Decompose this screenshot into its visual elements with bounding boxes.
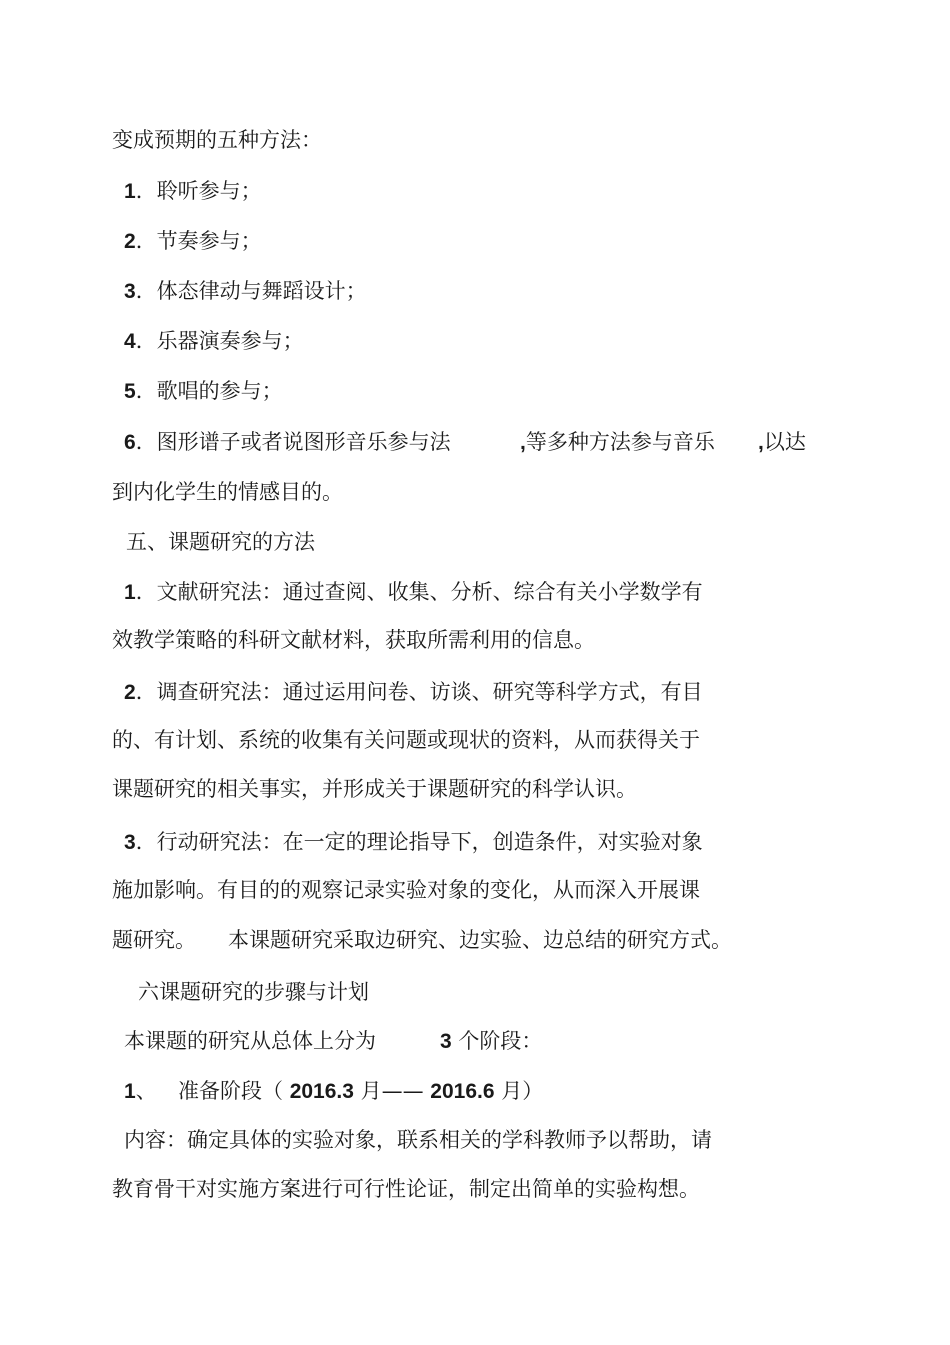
paragraph-text: 个阶段： bbox=[458, 1029, 543, 1053]
paragraph-text: 的、有计划、系统的收集有关问题或现状的资料，从而获得关于 bbox=[112, 728, 700, 752]
content-line bbox=[124, 1126, 712, 1154]
paragraph-line bbox=[112, 926, 196, 954]
method-text: 等多种方法参与音乐 bbox=[525, 430, 715, 454]
intro-line bbox=[112, 126, 322, 154]
comma-mark: , bbox=[520, 431, 526, 454]
paragraph-text: 施加影响。有目的的观察记录实验对象的变化，从而深入开展课 bbox=[112, 878, 700, 902]
method-text: ．聆听参与； bbox=[135, 179, 262, 203]
research-method-2 bbox=[124, 678, 703, 707]
method-6-part-c bbox=[758, 428, 806, 457]
intro-text: 变成预期的五种方法： bbox=[112, 128, 322, 152]
heading-text: 五、课题研究的方法 bbox=[126, 530, 315, 554]
method-text: ．行动研究法：在一定的理论指导下，创造条件，对实验对象 bbox=[135, 830, 703, 854]
stage-count: 3 bbox=[440, 1030, 452, 1053]
paragraph-text: 课题研究的相关事实，并形成关于课题研究的科学认识。 bbox=[112, 777, 637, 801]
method-item bbox=[124, 177, 262, 206]
method-item bbox=[124, 277, 367, 306]
stage-start-date: 2016.3 bbox=[289, 1080, 354, 1103]
stage-end-date: 2016.6 bbox=[430, 1080, 495, 1103]
paragraph-line bbox=[112, 876, 700, 904]
stage-close: 月） bbox=[501, 1079, 544, 1103]
paragraph-text: 内容：确定具体的实验对象，联系相关的学科教师予以帮助，请 bbox=[124, 1128, 712, 1152]
stage-label: 准备阶段（ bbox=[178, 1079, 283, 1103]
research-method-3 bbox=[124, 828, 703, 857]
section-heading-5 bbox=[126, 528, 315, 556]
stage-1-line bbox=[124, 1077, 157, 1106]
method-number: 1 bbox=[124, 581, 136, 604]
method-item bbox=[124, 377, 283, 406]
method-item bbox=[124, 327, 304, 356]
stages-count-line bbox=[440, 1027, 542, 1056]
method-text: ．节奏参与； bbox=[135, 229, 262, 253]
paragraph-text: 题研究。 bbox=[112, 928, 196, 952]
method-number: 1 bbox=[124, 180, 136, 203]
paragraph-line bbox=[112, 726, 700, 754]
heading-text: 六课题研究的步骤与计划 bbox=[138, 980, 369, 1004]
paragraph-line bbox=[112, 626, 595, 654]
method-number: 4 bbox=[124, 330, 136, 353]
method-text: 以达 bbox=[763, 430, 806, 454]
research-method-1 bbox=[124, 578, 703, 607]
method-number: 3 bbox=[124, 280, 136, 303]
method-text: ．乐器演奏参与； bbox=[135, 329, 304, 353]
method-text: ．调查研究法：通过运用问卷、访谈、研究等科学方式，有目 bbox=[135, 680, 703, 704]
paragraph-text: 效教学策略的科研文献材料，获取所需利用的信息。 bbox=[112, 628, 595, 652]
method-number: 2 bbox=[124, 681, 136, 704]
method-number: 5 bbox=[124, 380, 136, 403]
method-text: ．体态律动与舞蹈设计； bbox=[135, 279, 367, 303]
paragraph-line bbox=[228, 926, 732, 954]
method-item-6 bbox=[124, 428, 451, 457]
paragraph-text: 本课题研究采取边研究、边实验、边总结的研究方式。 bbox=[228, 928, 732, 952]
paragraph-line bbox=[112, 775, 637, 803]
content-line bbox=[112, 1175, 700, 1203]
stage-number: 1 bbox=[124, 1080, 136, 1103]
method-6-continuation bbox=[112, 478, 343, 506]
section-heading-6 bbox=[138, 978, 369, 1006]
method-text: ．文献研究法：通过查阅、收集、分析、综合有关小学数学有 bbox=[135, 580, 703, 604]
method-item bbox=[124, 227, 262, 256]
method-number: 3 bbox=[124, 831, 136, 854]
stages-line bbox=[124, 1027, 376, 1055]
paragraph-text: 本课题的研究从总体上分为 bbox=[124, 1029, 376, 1053]
stage-1-detail bbox=[178, 1077, 543, 1106]
stage-separator: 、 bbox=[135, 1079, 157, 1103]
method-text: ．图形谱子或者说图形音乐参与法 bbox=[135, 430, 451, 454]
paragraph-text: 教育骨干对实施方案进行可行性论证，制定出简单的实验构想。 bbox=[112, 1177, 700, 1201]
method-text: 到内化学生的情感目的。 bbox=[112, 480, 343, 504]
method-6-part-b bbox=[520, 428, 715, 457]
method-number: 6 bbox=[124, 431, 136, 454]
method-text: ．歌唱的参与； bbox=[135, 379, 283, 403]
stage-range-separator: 月—— bbox=[360, 1079, 424, 1103]
comma-mark: , bbox=[758, 431, 764, 454]
method-number: 2 bbox=[124, 230, 136, 253]
